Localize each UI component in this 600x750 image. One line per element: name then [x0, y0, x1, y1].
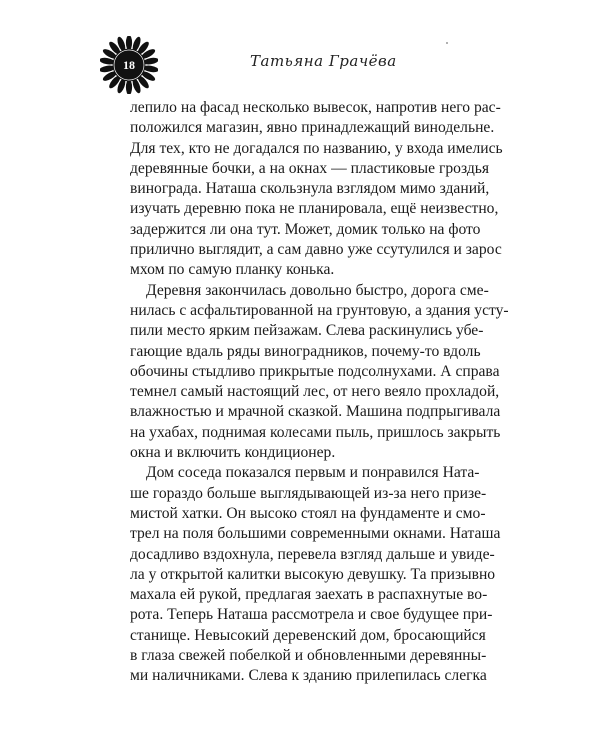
text-line: досадливо вздохнула, перевела взгляд дальше и увиде-: [130, 545, 495, 563]
running-head-author: Татьяна Грачёва: [250, 52, 397, 70]
text-line: мистой хатки. Он высоко стоял на фундаменте и смо-: [130, 504, 486, 522]
text-line: окна и включить кондиционер.: [130, 444, 336, 462]
page-number: 18: [123, 57, 135, 72]
text-line: влажностью и мрачной сказкой. Машина подпрыгивала: [130, 403, 501, 421]
text-line: нилась с асфальтированной на грунтовую, а здания усту-: [130, 301, 509, 319]
text-line: задержится ли она тут. Может, домик только на фото: [130, 220, 481, 238]
text-line: гающие вдаль ряды виноградников, почему-то вдоль: [130, 342, 481, 360]
text-line: рота. Теперь Наташа рассмотрела и свое будущее при-: [130, 606, 493, 624]
text-line: Для тех, кто не догадался по названию, у входа имелись: [130, 139, 503, 157]
text-line: ми наличниками. Слева к зданию прилепилась слегка: [130, 667, 487, 685]
text-line: деревянные бочки, а на окнах — пластиковые гроздья: [130, 159, 490, 177]
text-line: пили место ярким пейзажам. Слева раскинулись убе-: [130, 322, 484, 340]
text-line: темнел самый настоящий лес, от него веяло прохладой,: [130, 383, 500, 401]
text-line: прилично выглядит, а сам давно уже ссутулился и зарос: [130, 241, 502, 259]
print-mark: [446, 42, 448, 44]
text-line: положился магазин, явно принадлежащий винодельне.: [130, 119, 495, 137]
text-line: Деревня закончилась довольно быстро, дорога сме-: [146, 281, 489, 299]
text-line: на ухабах, поднимая колесами пыль, пришлось закрыть: [130, 423, 501, 441]
text-line: ше гораздо больше выглядывающей из-за него призе-: [130, 484, 487, 502]
text-line: станище. Невысокий деревенский дом, бросающийся: [130, 626, 486, 644]
text-line: трел на поля большими современными окнами. Наташа: [130, 525, 501, 543]
text-line: изучать деревню пока не планировала, ещё неизвестно,: [130, 200, 499, 218]
text-line: обочины стыдливо прикрытые подсолнухами. А справа: [130, 362, 500, 380]
text-line: махала ей рукой, предлагая заехать в распахнутые во-: [130, 586, 488, 604]
text-line: винограда. Наташа скользнула взглядом мимо зданий,: [130, 180, 490, 198]
text-line: лепило на фасад несколько вывесок, напротив него рас-: [130, 99, 501, 116]
text-line: Дом соседа показался первым и понравился Ната-: [146, 464, 480, 482]
page-header: [100, 36, 500, 94]
text-line: в глаза свежей побелкой и обновленными деревянны-: [130, 647, 487, 665]
text-line: ла у открытой калитки высокую девушку. Та призывно: [130, 565, 496, 583]
body-text: [130, 98, 509, 687]
text-line: мхом по самую планку конька.: [130, 261, 335, 279]
